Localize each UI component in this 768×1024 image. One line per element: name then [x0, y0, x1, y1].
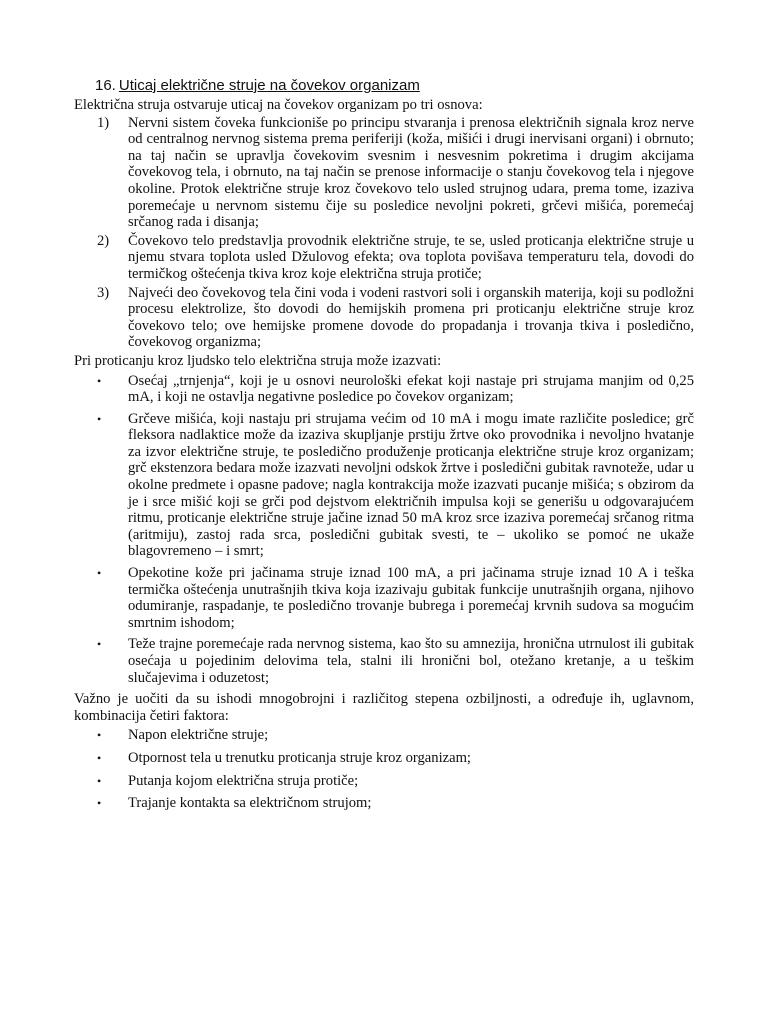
- item-text: Teže trajne poremećaje rada nervnog sistema, kao što su amnezija, hronična utrnulost ili gubitak osećaja u pojedinim delovima tela, stalni ili hronični bol, otežano kretanje, a u teškim slučajevima i oduzetost;: [128, 636, 694, 686]
- item-text: Napon električne struje;: [128, 727, 269, 744]
- list-item: [74, 411, 694, 560]
- list-item: [74, 795, 694, 812]
- list-item: [74, 373, 694, 406]
- section-title: Uticaj električne struje na čovekov organizam: [118, 77, 420, 94]
- numbered-item: [74, 115, 694, 231]
- section-number: 16.: [95, 77, 116, 94]
- item-text: Opekotine kože pri jačinama struje iznad 100 mA, a pri jačinama struje iznad 10 A i teška termička oštećenja unutrašnjih tkiva koja izazivaju gubitak funkcije unutrašnjih organa, njihovo odumiranje, raspadanje, te posledično trovanje bubrega i poremećaj krvnih sudova sa mogućim smrtnim ishodom;: [128, 565, 694, 631]
- numbered-list: [74, 115, 694, 351]
- intro-paragraph: Električna struja ostvaruje uticaj na čovekov organizam po tri osnova:: [74, 97, 483, 113]
- item-marker: 2): [97, 232, 110, 249]
- item-text: Otpornost tela u trenutku proticanja struje kroz organizam;: [128, 749, 471, 766]
- bullet-icon: •: [97, 411, 102, 426]
- list-item: [74, 773, 694, 790]
- list-item: [74, 565, 694, 631]
- item-marker: 3): [97, 284, 110, 301]
- item-text: Najveći deo čovekovog tela čini voda i vodeni rastvori soli i organskih materija, koji su podložni procesu elektrolize, što dovodi do hemijskih promena pri proticanju električne struje kroz čovekovo telo; ove hemijske promene dovode do propadanja i trovanja tkiva i posledično, čovekovog organizma;: [128, 284, 694, 351]
- item-text: Nervni sistem čoveka funkcioniše po principu stvaranja i prenosa električnih signala kroz nerve od centralnog nervnog sistema prema periferiji (koža, mišići i drugi inervisani organi) i obrnuto; na taj način se upravlja čovekovim svesnim i nesvesnim pokretima i drugim akcijama čovekovog tela, i obrnuto, na taj način se prenose informacije o stanju čovekovog tela i njegove okoline. Protok električne struje kroz čovekovo telo usled strujnog udara, prema tome, izaziva poremećaje u nervnom sistemu čije su posledice nevoljni pokreti, grčevi mišića, poremećaj srčanog rada i disanja;: [128, 114, 694, 231]
- item-marker: 1): [97, 114, 110, 131]
- document-page: [74, 76, 694, 818]
- item-text: Čovekovo telo predstavlja provodnik električne struje, te se, usled proticanja električne struje u njemu stvara toplota usled Džulovog efekta; ova toplota povišava temperaturu tela, dovodi do termičkog oštećenja tkiva kroz koje električna struja protiče;: [128, 232, 694, 282]
- effects-intro: Pri proticanju kroz ljudsko telo električna struja može izazvati:: [74, 352, 442, 369]
- section-heading: [95, 76, 694, 95]
- numbered-item: [74, 285, 694, 351]
- numbered-item: [74, 233, 694, 283]
- item-text: Trajanje kontakta sa električnom strujom;: [128, 795, 372, 812]
- item-text: Grčeve mišića, koji nastaju pri strujama većim od 10 mA i mogu imate različite posledice; grč fleksora nadlaktice može da izaziva skupljanje prstiju žrtve oko provodnika i nevoljno hvatanje za izvor električne struje, te posledično produženje proticanja električne struje kroz organizam; grč ekstenzora bedara može izazvati nevoljni odskok žrtve i posledični gubitak ravnoteže, udar u okolne predmete i opasne padove; nagla kontrakcija može izazvati pucanje mišića; s obzirom da je i srce mišić koji se grči pod dejstvom električnih impulsa koji se generišu u odgovarajućem ritmu, proticanje električne struje jačine iznad 50 mA kroz srce izaziva poremećaj srčanog ritma (aritmiju), zastoj rada srca, posledični gubitak svesti, te – ukoliko se pomoć ne ukaže blagovremeno – i smrt;: [128, 410, 694, 560]
- bullet-icon: •: [97, 373, 102, 388]
- item-text: Putanja kojom električna struja protiče;: [128, 772, 359, 789]
- list-item: [74, 727, 694, 744]
- bullet-icon: •: [97, 773, 102, 788]
- bullet-icon: •: [97, 637, 102, 652]
- bullet-icon: •: [97, 566, 102, 581]
- list-item: [74, 750, 694, 767]
- effects-list: [74, 373, 694, 687]
- bullet-icon: •: [97, 728, 102, 743]
- item-text: Osećaj „trnjenja“, koji je u osnovi neurološki efekat koji nastaje pri strujama manjim od 0,25 mA, i koji ne ostavlja negativne posledice po čovekov organizam;: [128, 372, 694, 406]
- bullet-icon: •: [97, 796, 102, 811]
- factors-intro: Važno je uočiti da su ishodi mnogobrojni i različitog stepena ozbiljnosti, a određuje ih, uglavnom, kombinacija četiri faktora:: [74, 691, 694, 724]
- list-item: [74, 636, 694, 686]
- factors-list: [74, 727, 694, 811]
- bullet-icon: •: [97, 750, 102, 765]
